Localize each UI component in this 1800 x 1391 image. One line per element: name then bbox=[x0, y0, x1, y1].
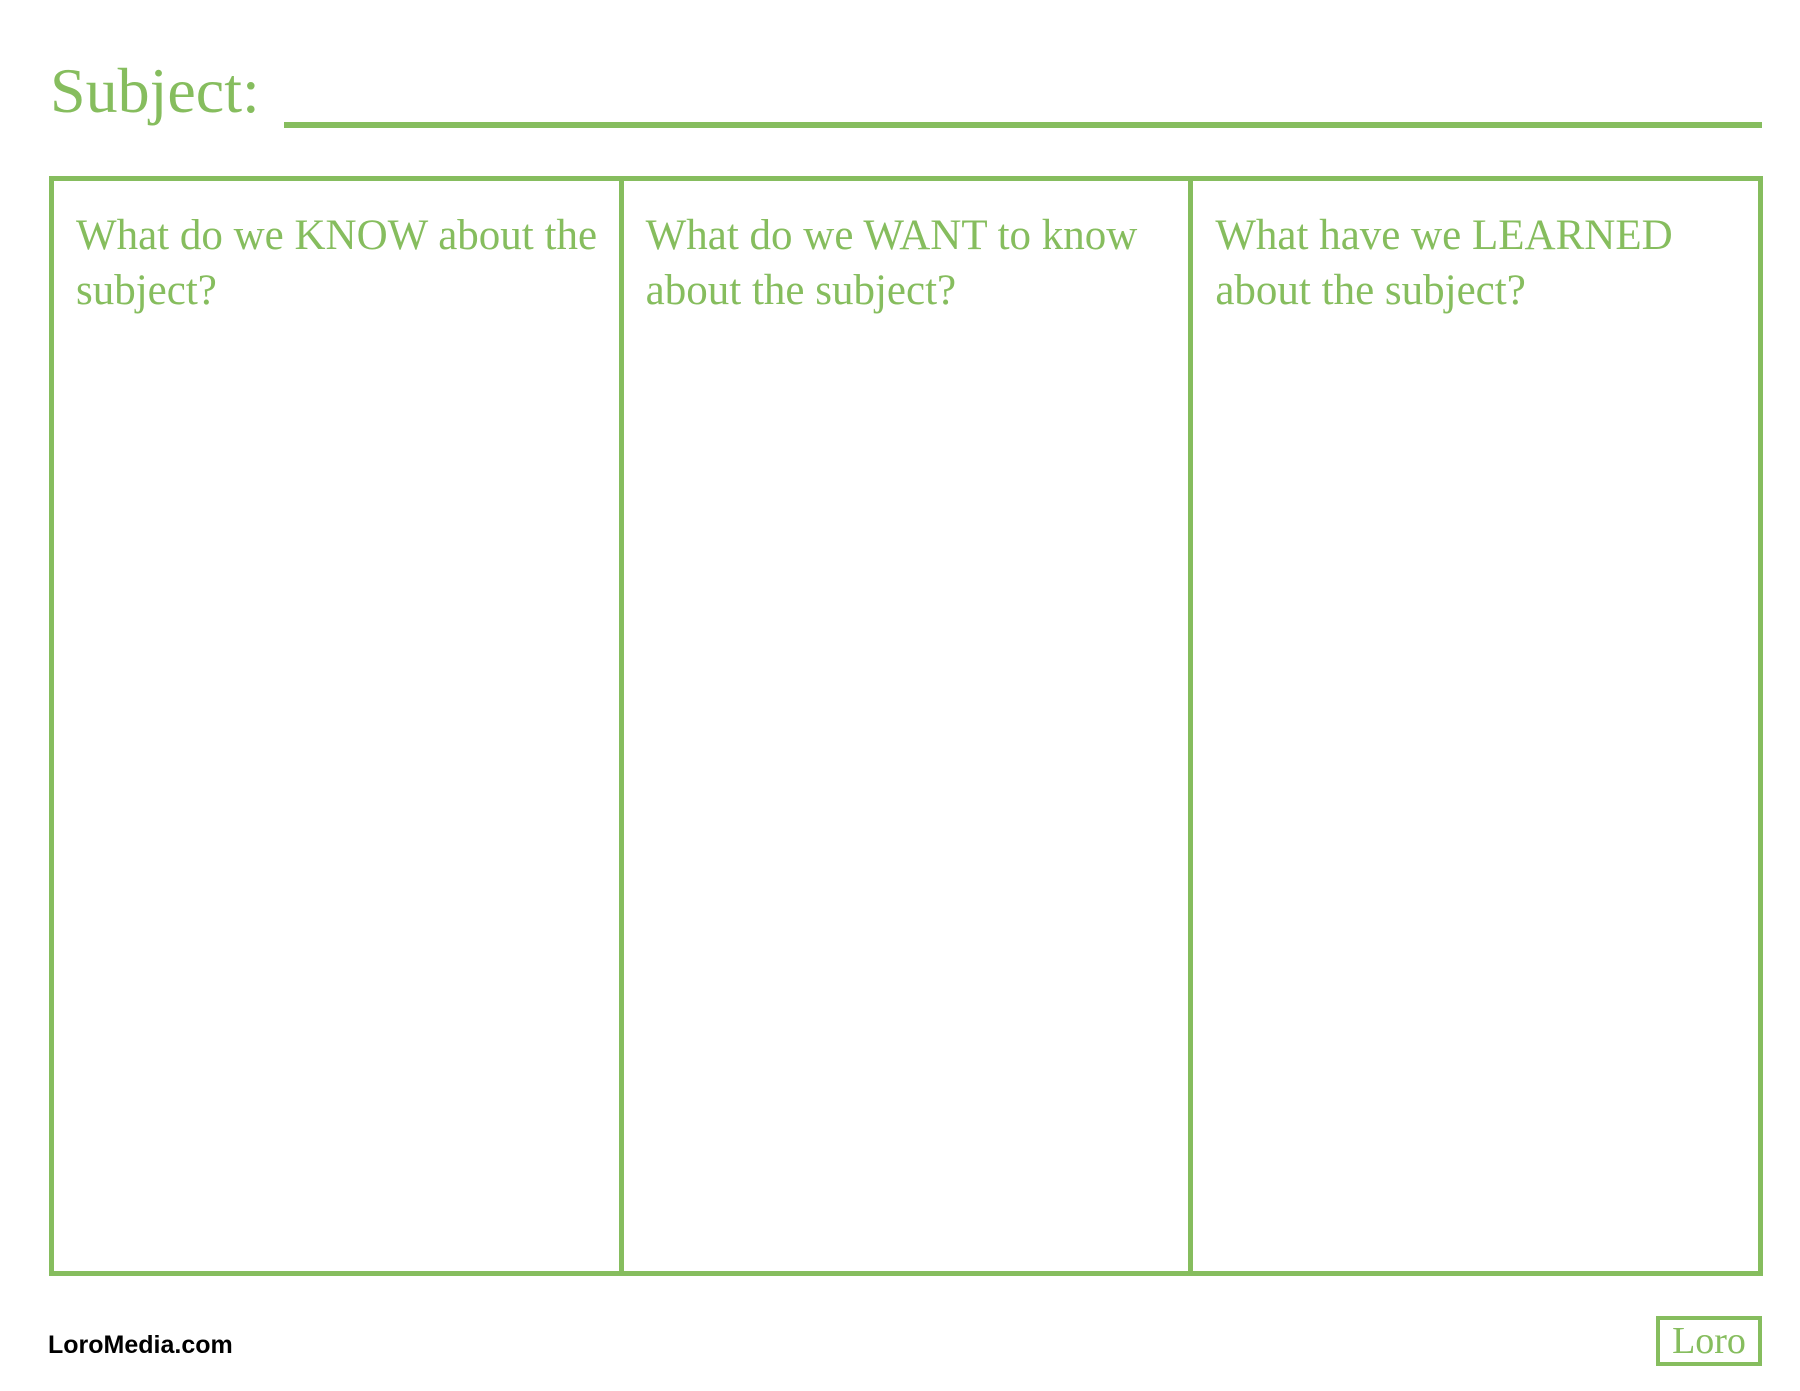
know-column[interactable] bbox=[54, 181, 619, 1271]
learned-column-heading: What have we LEARNED about the subject? bbox=[1215, 212, 1673, 314]
loro-logo bbox=[1656, 1316, 1762, 1366]
want-column[interactable] bbox=[619, 181, 1189, 1271]
learned-column[interactable] bbox=[1188, 181, 1758, 1271]
want-column-heading: What do we WANT to know about the subject? bbox=[645, 212, 1138, 314]
know-column-heading: What do we KNOW about the subject? bbox=[76, 212, 598, 314]
subject-label: Subject: bbox=[50, 55, 260, 126]
loro-logo-text: Loro bbox=[1672, 1320, 1746, 1362]
footer-website: LoroMedia.com bbox=[48, 1331, 233, 1359]
subject-row bbox=[50, 48, 1762, 134]
kwl-chart bbox=[49, 176, 1763, 1276]
subject-write-line[interactable] bbox=[284, 122, 1762, 128]
